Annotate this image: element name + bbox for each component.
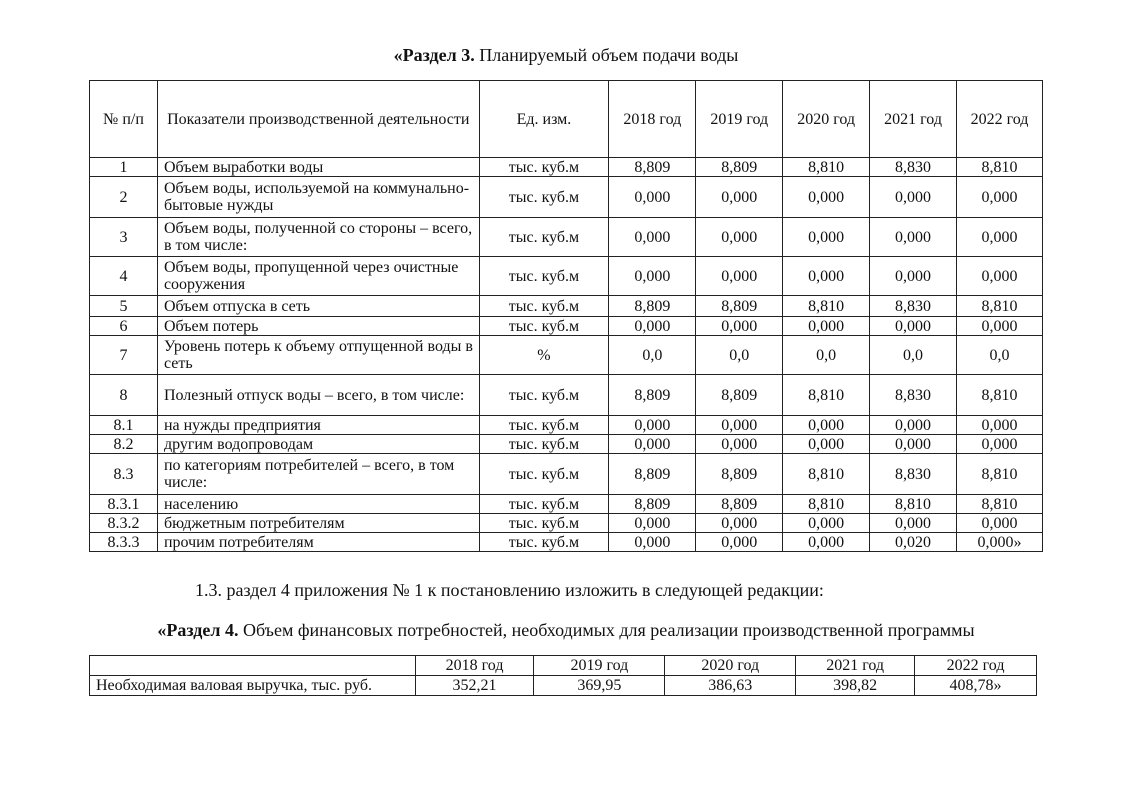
value-cell: 0,000 xyxy=(609,317,696,336)
value-cell: 8,809 xyxy=(696,375,783,416)
table-row xyxy=(90,454,1043,495)
empty-header-cell xyxy=(90,656,416,676)
value-cell: 0,000 xyxy=(870,317,957,336)
table-row xyxy=(90,375,1043,416)
value-cell: 8,809 xyxy=(609,495,696,514)
value-cell: 8,810 xyxy=(783,495,870,514)
unit-cell: тыс. куб.м xyxy=(479,495,609,514)
value-cell: 0,000 xyxy=(957,317,1043,336)
indicator-name-cell: по категориям потребителей – всего, в том числе: xyxy=(157,454,479,495)
indicator-name-cell: населению xyxy=(157,495,479,514)
column-header: 2018 год xyxy=(609,81,696,158)
value-cell: 0,000 xyxy=(696,317,783,336)
value-cell: 0,000 xyxy=(609,435,696,454)
unit-cell: тыс. куб.м xyxy=(479,257,609,296)
value-cell: 0,000 xyxy=(783,317,870,336)
value-cell: 0,000 xyxy=(696,435,783,454)
value-cell: 8,810 xyxy=(957,454,1043,495)
column-header: 2020 год xyxy=(783,81,870,158)
row-number-cell: 8.3.3 xyxy=(90,533,158,552)
row-number-cell: 8.3.1 xyxy=(90,495,158,514)
value-cell: 386,63 xyxy=(665,676,796,696)
value-cell: 8,810 xyxy=(783,375,870,416)
column-header: 2021 год xyxy=(870,81,957,158)
value-cell: 0,000 xyxy=(783,416,870,435)
value-cell: 8,809 xyxy=(609,454,696,495)
value-cell: 8,830 xyxy=(870,454,957,495)
value-cell: 8,809 xyxy=(609,375,696,416)
value-cell: 0,0 xyxy=(609,336,696,375)
section4-title-text: Объем финансовых потребностей, необходимых для реализации производственной программы xyxy=(238,620,975,640)
unit-cell: % xyxy=(479,336,609,375)
table-row xyxy=(90,676,1037,696)
year-header-cell: 2018 год xyxy=(415,656,534,676)
column-header: № п/п xyxy=(90,81,158,158)
unit-cell: тыс. куб.м xyxy=(479,533,609,552)
indicator-name-cell: Объем потерь xyxy=(157,317,479,336)
table-body xyxy=(90,158,1043,552)
value-cell: 0,000 xyxy=(783,514,870,533)
value-cell: 8,830 xyxy=(870,296,957,317)
indicator-name-cell: Объем воды, полученной со стороны – всего, в том числе: xyxy=(157,218,479,257)
unit-cell: тыс. куб.м xyxy=(479,296,609,317)
year-header-cell: 2021 год xyxy=(796,656,915,676)
value-cell: 0,000 xyxy=(783,257,870,296)
value-cell: 8,830 xyxy=(870,158,957,177)
value-cell: 0,0 xyxy=(696,336,783,375)
table-row xyxy=(90,336,1043,375)
value-cell: 0,000 xyxy=(783,533,870,552)
value-cell: 0,000 xyxy=(696,416,783,435)
amendment-note: 1.3. раздел 4 приложения № 1 к постановлению изложить в следующей редакции: xyxy=(195,580,824,600)
value-cell: 0,000 xyxy=(609,218,696,257)
value-cell: 0,000 xyxy=(957,218,1043,257)
value-cell: 0,000 xyxy=(783,435,870,454)
column-header: 2019 год xyxy=(696,81,783,158)
row-number-cell: 1 xyxy=(90,158,158,177)
unit-cell: тыс. куб.м xyxy=(479,177,609,218)
value-cell: 8,809 xyxy=(609,296,696,317)
column-header: Показатели производственной деятельности xyxy=(157,81,479,158)
indicator-name-cell: Объем воды, используемой на коммунально-бытовые нужды xyxy=(157,177,479,218)
value-cell: 0,000 xyxy=(696,514,783,533)
value-cell: 0,000 xyxy=(957,514,1043,533)
column-header: Ед. изм. xyxy=(479,81,609,158)
row-number-cell: 2 xyxy=(90,177,158,218)
value-cell: 8,810 xyxy=(957,495,1043,514)
water-supply-table xyxy=(89,80,1043,552)
table-row xyxy=(90,158,1043,177)
value-cell: 0,000» xyxy=(957,533,1043,552)
row-number-cell: 3 xyxy=(90,218,158,257)
value-cell: 0,000 xyxy=(609,514,696,533)
indicator-name-cell: Объем отпуска в сеть xyxy=(157,296,479,317)
value-cell: 352,21 xyxy=(415,676,534,696)
table-row xyxy=(90,495,1043,514)
value-cell: 8,809 xyxy=(696,158,783,177)
value-cell: 0,0 xyxy=(783,336,870,375)
row-number-cell: 8.2 xyxy=(90,435,158,454)
table-row xyxy=(90,514,1043,533)
table-header-row xyxy=(90,81,1043,158)
section3-title xyxy=(0,45,1132,66)
value-cell: 0,000 xyxy=(870,257,957,296)
value-cell: 8,810 xyxy=(957,375,1043,416)
unit-cell: тыс. куб.м xyxy=(479,375,609,416)
unit-cell: тыс. куб.м xyxy=(479,317,609,336)
value-cell: 0,000 xyxy=(870,177,957,218)
table-row xyxy=(90,218,1043,257)
unit-cell: тыс. куб.м xyxy=(479,158,609,177)
table-row xyxy=(90,296,1043,317)
value-cell: 0,000 xyxy=(870,514,957,533)
table-row xyxy=(90,257,1043,296)
value-cell: 0,0 xyxy=(870,336,957,375)
indicator-name-cell: другим водопроводам xyxy=(157,435,479,454)
value-cell: 0,000 xyxy=(957,177,1043,218)
row-number-cell: 8 xyxy=(90,375,158,416)
value-cell: 0,000 xyxy=(696,533,783,552)
value-cell: 8,809 xyxy=(696,495,783,514)
value-cell: 398,82 xyxy=(796,676,915,696)
row-number-cell: 7 xyxy=(90,336,158,375)
section4-title xyxy=(0,620,1132,641)
value-cell: 8,810 xyxy=(783,158,870,177)
value-cell: 0,000 xyxy=(957,257,1043,296)
unit-cell: тыс. куб.м xyxy=(479,218,609,257)
indicator-name-cell: Уровень потерь к объему отпущенной воды в сеть xyxy=(157,336,479,375)
indicator-name-cell: прочим потребителям xyxy=(157,533,479,552)
value-cell: 0,000 xyxy=(957,435,1043,454)
indicator-name-cell: Объем выработки воды xyxy=(157,158,479,177)
section3-title-bold: «Раздел 3. xyxy=(393,45,475,65)
row-label-cell: Необходимая валовая выручка, тыс. руб. xyxy=(90,676,416,696)
value-cell: 0,000 xyxy=(870,435,957,454)
year-header-cell: 2019 год xyxy=(534,656,665,676)
table-row xyxy=(90,416,1043,435)
value-cell: 369,95 xyxy=(534,676,665,696)
value-cell: 8,810 xyxy=(783,296,870,317)
row-number-cell: 8.3 xyxy=(90,454,158,495)
financial-needs-table xyxy=(89,655,1037,696)
value-cell: 8,809 xyxy=(609,158,696,177)
indicator-name-cell: Объем воды, пропущенной через очистные сооружения xyxy=(157,257,479,296)
value-cell: 408,78» xyxy=(915,676,1037,696)
unit-cell: тыс. куб.м xyxy=(479,454,609,495)
value-cell: 0,000 xyxy=(609,416,696,435)
value-cell: 8,810 xyxy=(957,296,1043,317)
value-cell: 8,809 xyxy=(696,454,783,495)
row-number-cell: 8.1 xyxy=(90,416,158,435)
indicator-name-cell: бюджетным потребителям xyxy=(157,514,479,533)
value-cell: 0,000 xyxy=(870,218,957,257)
table-row xyxy=(90,435,1043,454)
section3-title-text: Планируемый объем подачи воды xyxy=(474,45,739,65)
value-cell: 0,000 xyxy=(783,177,870,218)
value-cell: 8,810 xyxy=(870,495,957,514)
value-cell: 0,000 xyxy=(696,257,783,296)
indicator-name-cell: на нужды предприятия xyxy=(157,416,479,435)
value-cell: 8,810 xyxy=(957,158,1043,177)
table-row xyxy=(90,177,1043,218)
unit-cell: тыс. куб.м xyxy=(479,514,609,533)
year-header-cell: 2020 год xyxy=(665,656,796,676)
indicator-name-cell: Полезный отпуск воды – всего, в том числе: xyxy=(157,375,479,416)
section4-title-bold: «Раздел 4. xyxy=(157,620,239,640)
value-cell: 0,000 xyxy=(957,416,1043,435)
value-cell: 8,830 xyxy=(870,375,957,416)
value-cell: 0,000 xyxy=(609,533,696,552)
column-header: 2022 год xyxy=(957,81,1043,158)
row-number-cell: 4 xyxy=(90,257,158,296)
value-cell: 0,000 xyxy=(696,177,783,218)
value-cell: 0,000 xyxy=(609,177,696,218)
value-cell: 0,000 xyxy=(696,218,783,257)
row-number-cell: 8.3.2 xyxy=(90,514,158,533)
table-row xyxy=(90,317,1043,336)
value-cell: 0,020 xyxy=(870,533,957,552)
value-cell: 0,0 xyxy=(957,336,1043,375)
unit-cell: тыс. куб.м xyxy=(479,435,609,454)
row-number-cell: 5 xyxy=(90,296,158,317)
value-cell: 0,000 xyxy=(870,416,957,435)
value-cell: 8,809 xyxy=(696,296,783,317)
value-cell: 0,000 xyxy=(609,257,696,296)
row-number-cell: 6 xyxy=(90,317,158,336)
value-cell: 0,000 xyxy=(783,218,870,257)
value-cell: 8,810 xyxy=(783,454,870,495)
table-row xyxy=(90,533,1043,552)
year-header-cell: 2022 год xyxy=(915,656,1037,676)
table-header-row xyxy=(90,656,1037,676)
unit-cell: тыс. куб.м xyxy=(479,416,609,435)
